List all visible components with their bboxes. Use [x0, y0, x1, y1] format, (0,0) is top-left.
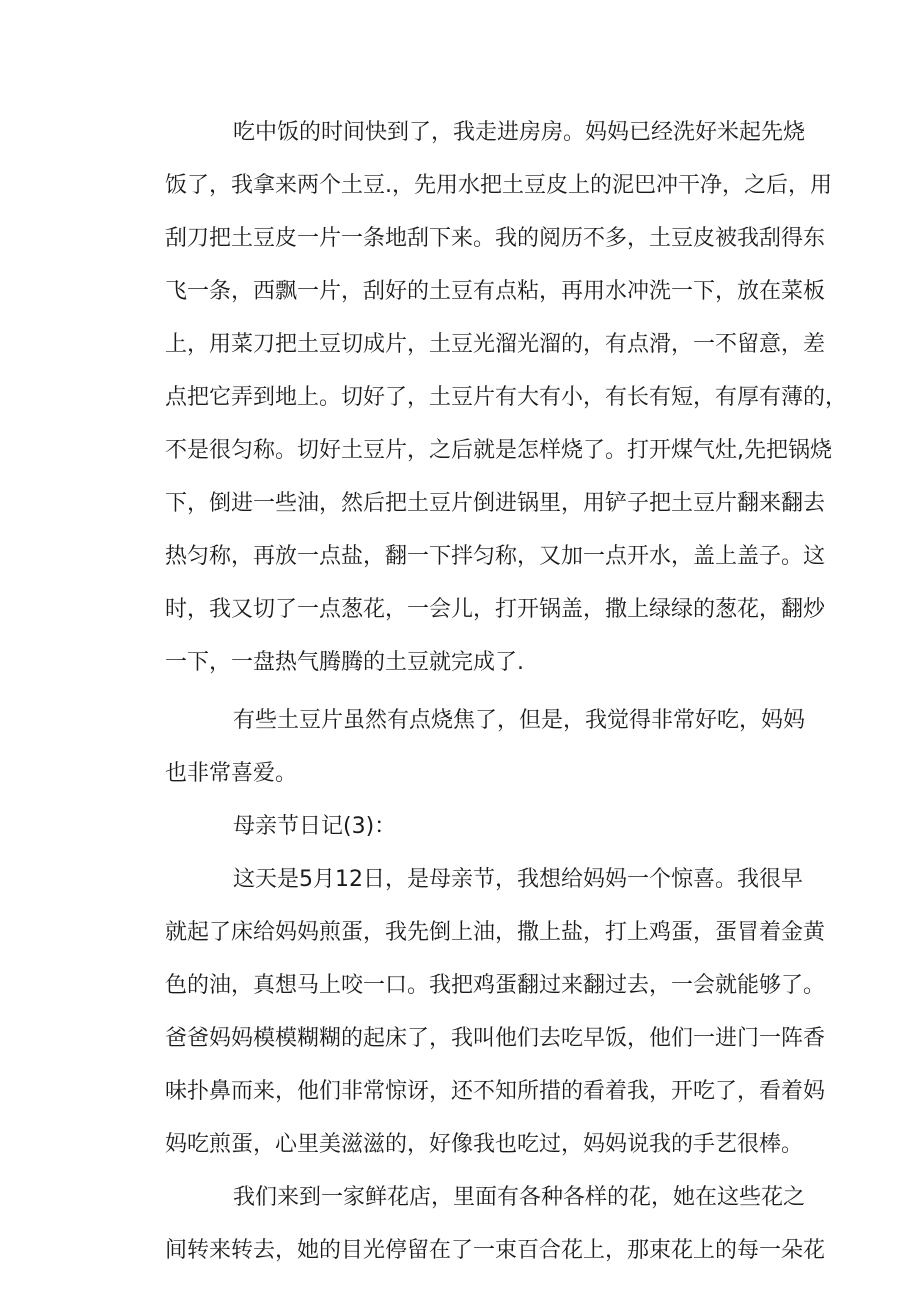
paragraph-line: 妈吃煎蛋，心里美滋滋的，好像我也吃过，妈妈说我的手艺很棒。	[165, 1132, 804, 1157]
paragraph-line: 上，用菜刀把土豆切成片，土豆光溜光溜的，有点滑，一不留意，差	[165, 332, 826, 357]
paragraph-line: 吃中饭的时间快到了，我走进房房。妈妈已经洗好米起先烧	[233, 120, 806, 145]
paragraph-line: 热匀称，再放一点盐，翻一下拌匀称，又加一点开水，盖上盖子。这	[165, 544, 826, 569]
paragraph-line: 就起了床给妈妈煎蛋，我先倒上油，撒上盐，打上鸡蛋，蛋冒着金黄	[165, 920, 826, 945]
paragraph-line: 刮刀把土豆皮一片一条地刮下来。我的阅历不多，土豆皮被我刮得东	[165, 226, 826, 251]
paragraph-line: 这天是5月12日，是母亲节，我想给妈妈一个惊喜。我很早	[233, 867, 803, 892]
paragraph-line: 饭了，我拿来两个土豆.，先用水把土豆皮上的泥巴冲干净，之后，用	[165, 173, 832, 198]
paragraph-line: 不是很匀称。切好土豆片，之后就是怎样烧了。打开煤气灶,先把锅烧	[165, 438, 832, 463]
paragraph-line: 色的油，真想马上咬一口。我把鸡蛋翻过来翻过去，一会就能够了。	[165, 973, 826, 998]
paragraph-line: 飞一条，西飘一片，刮好的土豆有点粘，再用水冲洗一下，放在菜板	[165, 279, 826, 304]
paragraph-line: 有些土豆片虽然有点烧焦了，但是，我觉得非常好吃，妈妈	[233, 708, 806, 733]
paragraph-line: 爸爸妈妈模模糊糊的起床了，我叫他们去吃早饭，他们一进门一阵香	[165, 1026, 826, 1051]
paragraph-line: 下，倒进一些油，然后把土豆片倒进锅里，用铲子把土豆片翻来翻去	[165, 491, 826, 516]
paragraph-line: 味扑鼻而来，他们非常惊讶，还不知所措的看着我，开吃了，看着妈	[165, 1079, 826, 1104]
paragraph-line: 一下，一盘热气腾腾的土豆就完成了.	[165, 650, 524, 675]
section-heading: 母亲节日记(3)：	[233, 814, 397, 839]
paragraph-line: 也非常喜爱。	[165, 761, 298, 786]
paragraph-line: 我们来到一家鲜花店，里面有各种各样的花，她在这些花之	[233, 1185, 806, 1210]
paragraph-line: 间转来转去，她的目光停留在了一束百合花上，那束花上的每一朵花	[165, 1238, 826, 1263]
paragraph-line: 点把它弄到地上。切好了，土豆片有大有小，有长有短，有厚有薄的，	[165, 385, 848, 410]
paragraph-line: 时，我又切了一点葱花，一会儿，打开锅盖，撒上绿绿的葱花，翻炒	[165, 597, 826, 622]
